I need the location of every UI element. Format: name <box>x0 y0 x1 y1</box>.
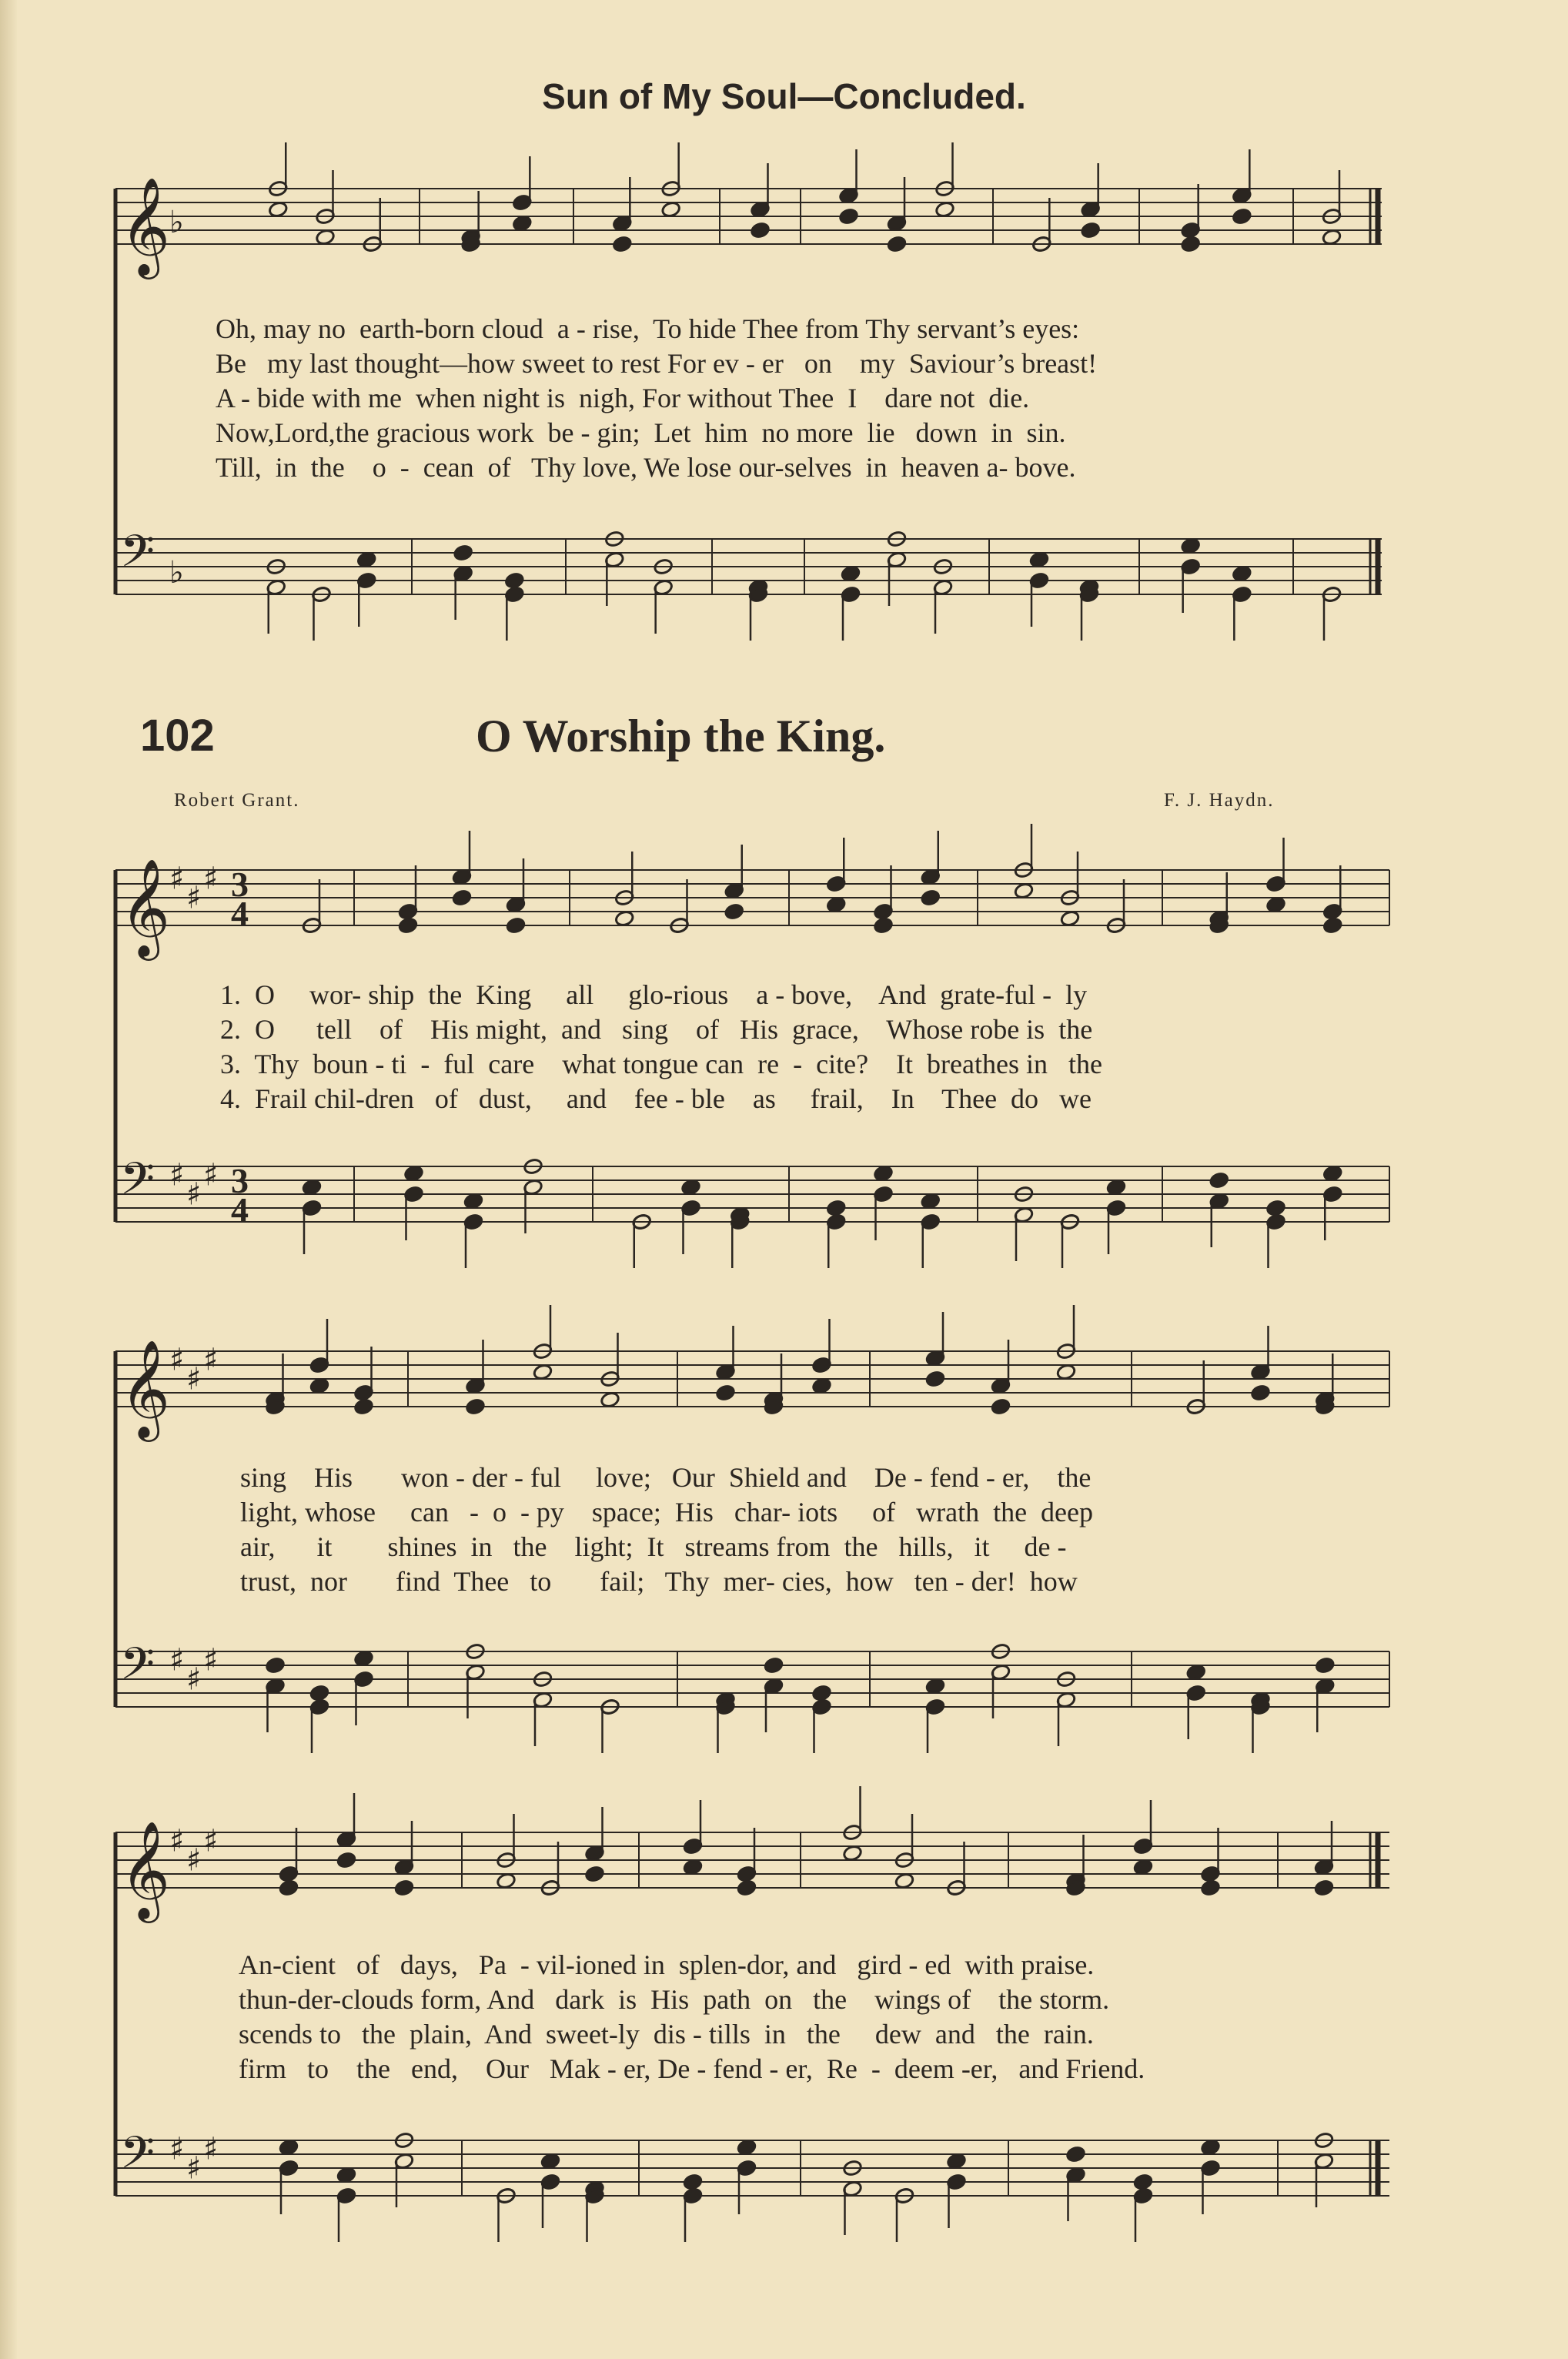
half-note <box>661 201 681 219</box>
half-note <box>842 1845 862 1862</box>
quarter-note <box>309 1377 329 1395</box>
quarter-note <box>1065 2146 1085 2163</box>
quarter-note <box>887 236 907 253</box>
quarter-note <box>715 1384 735 1402</box>
lyric-line: 2. O tell of His might, and sing of His grace, Whose robe is the <box>220 1014 1093 1045</box>
half-note <box>315 229 335 246</box>
quarter-note <box>724 903 744 921</box>
time-signature-bottom: 4 <box>231 894 249 933</box>
lyric-line: 4. Frail chil-dren of dust, and fee - ble as frail, In Thee do we <box>220 1083 1092 1114</box>
quarter-note <box>826 1200 846 1217</box>
sharp-icon: ♯ <box>203 1823 219 1859</box>
sharp-icon: ♯ <box>169 861 185 897</box>
sharp-icon: ♯ <box>169 1642 185 1678</box>
sharp-icon: ♯ <box>186 1842 202 1879</box>
lyric-line: Till, in the o - cean of Thy love, We lose our-selves in heaven a- bove. <box>216 452 1076 483</box>
quarter-note <box>1181 537 1201 555</box>
sharp-icon: ♯ <box>186 2150 202 2187</box>
section-title: Sun of My Soul—Concluded. <box>542 76 1026 116</box>
quarter-note <box>826 896 846 914</box>
lyric-line: 3. Thy boun - ti - ful care what tongue can re - cite? It breathes in the <box>220 1049 1102 1079</box>
sharp-icon: ♯ <box>203 1157 219 1193</box>
treble-clef-icon: 𝄞 <box>120 1339 171 1437</box>
quarter-note <box>683 2173 703 2191</box>
quarter-note <box>1232 208 1252 226</box>
quarter-note <box>336 2167 356 2184</box>
quarter-note <box>279 1879 299 1897</box>
lyric-line: Now,Lord,the gracious work be - gin; Let him no more lie down in sin. <box>216 417 1066 448</box>
lyric-line: A - bide with me when night is nigh, For without Thee I dare not die. <box>216 383 1030 413</box>
bass-clef-icon: 𝄢 <box>120 1152 155 1216</box>
lyric-line: 1. O wor- ship the King all glo-rious a - bove, And grate-ful - ly <box>220 979 1088 1010</box>
treble-clef-icon: 𝄞 <box>120 1820 171 1919</box>
quarter-note <box>683 1859 703 1876</box>
lyric-line: Oh, may no earth-born cloud a - rise, To hide Thee from Thy servant’s eyes: <box>216 313 1080 344</box>
quarter-note <box>452 889 472 907</box>
half-note <box>268 201 288 219</box>
time-signature-bottom: 4 <box>231 1190 249 1230</box>
bass-clef-icon: 𝄢 <box>120 1637 155 1701</box>
half-note <box>496 1872 516 1890</box>
lyric-line: light, whose can - o - py space; His char- iots of wrath the deep <box>240 1497 1094 1527</box>
lyric-line: Be my last thought—how sweet to rest For ev - er on my Saviour’s breast! <box>216 348 1098 379</box>
time-signature-top: 3 <box>231 1161 249 1201</box>
quarter-note <box>1106 1179 1126 1196</box>
sharp-icon: ♯ <box>169 1823 185 1859</box>
quarter-note <box>398 917 418 935</box>
quarter-note <box>1232 565 1252 583</box>
quarter-note <box>465 1398 485 1416</box>
quarter-note <box>1315 1657 1335 1675</box>
quarter-note <box>1250 1384 1270 1402</box>
sharp-icon: ♯ <box>186 1176 202 1213</box>
quarter-note <box>512 215 532 233</box>
half-note <box>1060 910 1080 928</box>
quarter-note <box>506 917 526 935</box>
author-credit: Robert Grant. <box>174 790 300 811</box>
flat-icon: ♭ <box>169 204 184 240</box>
quarter-note <box>356 551 376 569</box>
bass-clef-icon: 𝄢 <box>120 2126 155 2190</box>
half-note <box>614 910 634 928</box>
quarter-note <box>946 2153 966 2170</box>
quarter-note <box>279 2139 299 2157</box>
quarter-note <box>680 1179 700 1196</box>
lyric-line: scends to the plain, And sweet-ly dis - tills in the dew and the rain. <box>239 2019 1094 2049</box>
sharp-icon: ♯ <box>169 2131 185 2167</box>
quarter-note <box>302 1179 322 1196</box>
quarter-note <box>309 1685 329 1702</box>
quarter-note <box>811 1685 831 1702</box>
quarter-note <box>1186 1664 1206 1681</box>
quarter-note <box>921 1193 941 1210</box>
composer-credit: F. J. Haydn. <box>1164 790 1275 811</box>
half-note <box>1056 1364 1076 1381</box>
half-note <box>600 1391 620 1409</box>
quarter-note <box>265 1657 285 1675</box>
half-note <box>934 201 955 219</box>
quarter-note <box>353 1650 373 1668</box>
half-note <box>533 1364 553 1381</box>
quarter-note <box>873 917 893 935</box>
half-note <box>1014 882 1034 900</box>
sharp-icon: ♯ <box>186 880 202 916</box>
sharp-icon: ♯ <box>203 1642 219 1678</box>
quarter-note <box>504 572 524 590</box>
treble-clef-icon: 𝄞 <box>120 858 171 956</box>
quarter-note <box>584 1865 604 1883</box>
quarter-note <box>1133 2173 1153 2191</box>
sharp-icon: ♯ <box>169 1157 185 1193</box>
quarter-note <box>737 2139 757 2157</box>
quarter-note <box>1181 236 1201 253</box>
quarter-note <box>1081 222 1101 239</box>
quarter-note <box>453 544 473 562</box>
lyric-line: firm to the end, Our Mak - er, De - fend - er, Re - deem -er, and Friend. <box>239 2053 1145 2084</box>
quarter-note <box>612 236 632 253</box>
quarter-note <box>336 1852 356 1869</box>
half-note <box>894 1872 914 1890</box>
quarter-note <box>1029 551 1049 569</box>
lyric-line: thun-der-clouds form, And dark is His path on the wings of the storm. <box>239 1984 1110 2015</box>
flat-icon: ♭ <box>169 554 184 591</box>
quarter-note <box>750 222 770 239</box>
sharp-icon: ♯ <box>186 1361 202 1397</box>
quarter-note <box>991 1398 1011 1416</box>
quarter-note <box>540 2153 560 2170</box>
lyric-line: air, it shines in the light; It streams from the hills, it de - <box>240 1531 1067 1562</box>
quarter-note <box>764 1657 784 1675</box>
sharp-icon: ♯ <box>203 1342 219 1378</box>
quarter-note <box>353 1398 373 1416</box>
lyric-line: sing His won - der - ful love; Our Shield and De - fend - er, the <box>240 1462 1092 1493</box>
quarter-note <box>1314 1879 1334 1897</box>
quarter-note <box>1322 917 1342 935</box>
quarter-note <box>463 1193 483 1210</box>
quarter-note <box>1265 896 1285 914</box>
hymn-number: 102 <box>140 711 215 761</box>
quarter-note <box>841 565 861 583</box>
lyric-line: trust, nor find Thee to fail; Thy mer- cies, how ten - der! how <box>240 1566 1078 1597</box>
quarter-note <box>1200 2139 1220 2157</box>
quarter-note <box>1265 1200 1285 1217</box>
quarter-note <box>873 1165 893 1183</box>
quarter-note <box>838 208 858 226</box>
lyric-line: An-cient of days, Pa - vil-ioned in splen-dor, and gird - ed with praise. <box>239 1949 1095 1980</box>
half-note <box>1322 229 1342 246</box>
quarter-note <box>1322 1165 1342 1183</box>
treble-clef-icon: 𝄞 <box>120 176 171 275</box>
sharp-icon: ♯ <box>203 861 219 897</box>
quarter-note <box>1200 1879 1220 1897</box>
quarter-note <box>811 1377 831 1395</box>
quarter-note <box>921 889 941 907</box>
quarter-note <box>925 1370 945 1388</box>
quarter-note <box>394 1879 414 1897</box>
quarter-note <box>925 1678 945 1695</box>
sharp-icon: ♯ <box>186 1661 202 1698</box>
quarter-note <box>1209 1172 1229 1190</box>
sharp-icon: ♯ <box>169 1342 185 1378</box>
quarter-note <box>403 1165 423 1183</box>
sharp-icon: ♯ <box>203 2131 219 2167</box>
time-signature-top: 3 <box>231 865 249 905</box>
quarter-note <box>737 1879 757 1897</box>
quarter-note <box>1133 1859 1153 1876</box>
bass-clef-icon: 𝄢 <box>120 524 155 588</box>
hymn-title: O Worship the King. <box>476 711 886 761</box>
